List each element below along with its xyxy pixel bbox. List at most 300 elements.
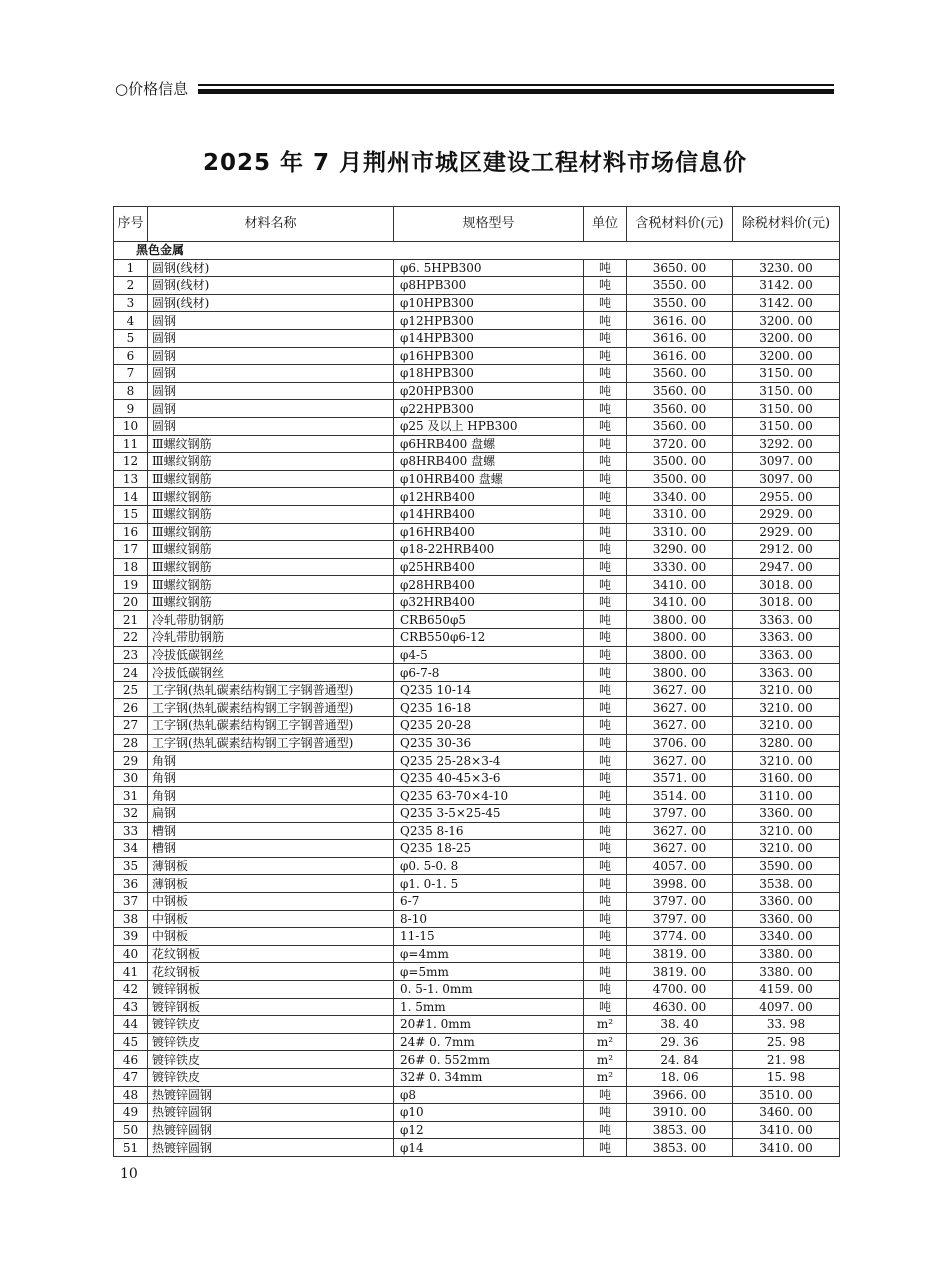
price-tax-included: 3650. 00	[627, 259, 733, 277]
price-tax-excluded: 3018. 00	[733, 593, 840, 611]
row-number: 29	[114, 752, 148, 770]
unit: m²	[584, 1016, 627, 1034]
table-row	[114, 681, 840, 699]
material-name: 花纹钢板	[148, 945, 394, 963]
table-row	[114, 787, 840, 805]
table-row	[114, 699, 840, 717]
unit: 吨	[584, 646, 627, 664]
unit: 吨	[584, 365, 627, 383]
material-name: Ⅲ螺纹钢筋	[148, 488, 394, 506]
price-tax-included: 4630. 00	[627, 998, 733, 1016]
price-tax-included: 3616. 00	[627, 312, 733, 330]
price-tax-included: 3627. 00	[627, 717, 733, 735]
price-tax-excluded: 3097. 00	[733, 453, 840, 471]
unit: 吨	[584, 541, 627, 559]
price-tax-excluded: 4097. 00	[733, 998, 840, 1016]
table-row	[114, 470, 840, 488]
unit: 吨	[584, 294, 627, 312]
spec-model: 32# 0. 34mm	[394, 1068, 584, 1086]
material-name: 圆钢(线材)	[148, 259, 394, 277]
spec-model: CRB650φ5	[394, 611, 584, 629]
table-row	[114, 435, 840, 453]
table-row	[114, 928, 840, 946]
unit: 吨	[584, 347, 627, 365]
spec-model: Q235 16-18	[394, 699, 584, 717]
table-row	[114, 1033, 840, 1051]
unit: 吨	[584, 611, 627, 629]
spec-model: Q235 25-28×3-4	[394, 752, 584, 770]
price-tax-excluded: 3363. 00	[733, 629, 840, 647]
table-row	[114, 875, 840, 893]
unit: 吨	[584, 787, 627, 805]
column-header-spec: 规格型号	[394, 207, 584, 242]
price-tax-included: 3800. 00	[627, 664, 733, 682]
row-number: 50	[114, 1121, 148, 1139]
spec-model: φ10HRB400 盘螺	[394, 470, 584, 488]
price-tax-included: 3560. 00	[627, 382, 733, 400]
price-tax-excluded: 3150. 00	[733, 382, 840, 400]
price-tax-excluded: 3097. 00	[733, 470, 840, 488]
spec-model: 24# 0. 7mm	[394, 1033, 584, 1051]
row-number: 36	[114, 875, 148, 893]
spec-model: 26# 0. 552mm	[394, 1051, 584, 1069]
spec-model: φ12HPB300	[394, 312, 584, 330]
price-tax-excluded: 3380. 00	[733, 945, 840, 963]
price-tax-excluded: 3363. 00	[733, 646, 840, 664]
price-tax-included: 4700. 00	[627, 980, 733, 998]
material-name: Ⅲ螺纹钢筋	[148, 505, 394, 523]
table-row	[114, 453, 840, 471]
unit: 吨	[584, 417, 627, 435]
unit: 吨	[584, 752, 627, 770]
unit: 吨	[584, 629, 627, 647]
material-name: 镀锌铁皮	[148, 1016, 394, 1034]
row-number: 19	[114, 576, 148, 594]
spec-model: 11-15	[394, 928, 584, 946]
table-row	[114, 417, 840, 435]
row-number: 35	[114, 857, 148, 875]
material-name: 中钢板	[148, 910, 394, 928]
price-tax-excluded: 21. 98	[733, 1051, 840, 1069]
table-row	[114, 541, 840, 559]
price-tax-included: 3514. 00	[627, 787, 733, 805]
price-tax-included: 3410. 00	[627, 593, 733, 611]
spec-model: φ12HRB400	[394, 488, 584, 506]
spec-model: φ8HPB300	[394, 277, 584, 295]
row-number: 8	[114, 382, 148, 400]
price-tax-included: 3627. 00	[627, 822, 733, 840]
material-name: Ⅲ螺纹钢筋	[148, 593, 394, 611]
price-tax-excluded: 3200. 00	[733, 329, 840, 347]
price-tax-excluded: 3280. 00	[733, 734, 840, 752]
unit: 吨	[584, 488, 627, 506]
price-tax-included: 3627. 00	[627, 840, 733, 858]
table-row	[114, 805, 840, 823]
price-tax-included: 3706. 00	[627, 734, 733, 752]
price-tax-excluded: 3210. 00	[733, 840, 840, 858]
price-tax-excluded: 3360. 00	[733, 805, 840, 823]
unit: 吨	[584, 1139, 627, 1157]
price-tax-included: 3853. 00	[627, 1139, 733, 1157]
material-name: Ⅲ螺纹钢筋	[148, 558, 394, 576]
column-header-tax-excl: 除税材料价(元)	[733, 207, 840, 242]
price-tax-included: 18. 06	[627, 1068, 733, 1086]
row-number: 30	[114, 769, 148, 787]
price-tax-included: 3560. 00	[627, 365, 733, 383]
material-name: 角钢	[148, 769, 394, 787]
table-row	[114, 576, 840, 594]
row-number: 4	[114, 312, 148, 330]
price-tax-included: 3797. 00	[627, 892, 733, 910]
price-table	[113, 206, 840, 1157]
unit: 吨	[584, 910, 627, 928]
spec-model: φ14HPB300	[394, 329, 584, 347]
row-number: 32	[114, 805, 148, 823]
row-number: 34	[114, 840, 148, 858]
price-tax-included: 3797. 00	[627, 805, 733, 823]
table-row	[114, 646, 840, 664]
unit: m²	[584, 1033, 627, 1051]
price-tax-included: 3627. 00	[627, 752, 733, 770]
spec-model: φ18HPB300	[394, 365, 584, 383]
material-name: 热镀锌圆钢	[148, 1086, 394, 1104]
spec-model: φ16HPB300	[394, 347, 584, 365]
row-number: 10	[114, 417, 148, 435]
price-tax-excluded: 3150. 00	[733, 365, 840, 383]
table-row	[114, 664, 840, 682]
price-tax-excluded: 3538. 00	[733, 875, 840, 893]
price-tax-included: 3966. 00	[627, 1086, 733, 1104]
price-tax-included: 4057. 00	[627, 857, 733, 875]
spec-model: Q235 8-16	[394, 822, 584, 840]
category-row	[114, 242, 840, 260]
price-tax-excluded: 3110. 00	[733, 787, 840, 805]
price-tax-excluded: 3510. 00	[733, 1086, 840, 1104]
material-name: 角钢	[148, 752, 394, 770]
material-name: 圆钢	[148, 329, 394, 347]
material-name: Ⅲ螺纹钢筋	[148, 576, 394, 594]
table-row	[114, 980, 840, 998]
material-name: 圆钢	[148, 417, 394, 435]
material-name: 扁钢	[148, 805, 394, 823]
row-number: 21	[114, 611, 148, 629]
spec-model: φ4-5	[394, 646, 584, 664]
price-tax-excluded: 3380. 00	[733, 963, 840, 981]
table-row	[114, 717, 840, 735]
table-row	[114, 382, 840, 400]
price-tax-excluded: 15. 98	[733, 1068, 840, 1086]
row-number: 13	[114, 470, 148, 488]
price-tax-excluded: 3210. 00	[733, 699, 840, 717]
spec-model: Q235 18-25	[394, 840, 584, 858]
row-number: 18	[114, 558, 148, 576]
row-number: 12	[114, 453, 148, 471]
spec-model: Q235 3-5×25-45	[394, 805, 584, 823]
row-number: 25	[114, 681, 148, 699]
price-tax-excluded: 2929. 00	[733, 523, 840, 541]
table-row	[114, 857, 840, 875]
table-row	[114, 910, 840, 928]
price-tax-excluded: 3210. 00	[733, 681, 840, 699]
spec-model: φ8HRB400 盘螺	[394, 453, 584, 471]
price-tax-included: 3330. 00	[627, 558, 733, 576]
row-number: 24	[114, 664, 148, 682]
row-number: 48	[114, 1086, 148, 1104]
price-tax-included: 3550. 00	[627, 277, 733, 295]
material-name: 镀锌钢板	[148, 998, 394, 1016]
column-header-tax-incl: 含税材料价(元)	[627, 207, 733, 242]
price-tax-excluded: 3160. 00	[733, 769, 840, 787]
price-tax-included: 3310. 00	[627, 523, 733, 541]
material-name: 镀锌铁皮	[148, 1068, 394, 1086]
table-row	[114, 1068, 840, 1086]
row-number: 27	[114, 717, 148, 735]
price-tax-included: 3500. 00	[627, 453, 733, 471]
row-number: 16	[114, 523, 148, 541]
unit: 吨	[584, 1086, 627, 1104]
row-number: 5	[114, 329, 148, 347]
row-number: 26	[114, 699, 148, 717]
price-tax-included: 3340. 00	[627, 488, 733, 506]
table-row	[114, 294, 840, 312]
table-row	[114, 277, 840, 295]
unit: 吨	[584, 523, 627, 541]
price-tax-included: 3797. 00	[627, 910, 733, 928]
material-name: 角钢	[148, 787, 394, 805]
price-tax-excluded: 3410. 00	[733, 1121, 840, 1139]
price-tax-included: 3800. 00	[627, 629, 733, 647]
unit: 吨	[584, 769, 627, 787]
price-tax-excluded: 3200. 00	[733, 347, 840, 365]
material-name: 圆钢	[148, 347, 394, 365]
price-tax-included: 3819. 00	[627, 963, 733, 981]
table-row	[114, 892, 840, 910]
unit: 吨	[584, 928, 627, 946]
table-row	[114, 1086, 840, 1104]
unit: 吨	[584, 822, 627, 840]
price-tax-included: 3774. 00	[627, 928, 733, 946]
material-name: 中钢板	[148, 892, 394, 910]
price-tax-included: 3720. 00	[627, 435, 733, 453]
row-number: 41	[114, 963, 148, 981]
material-name: 圆钢	[148, 400, 394, 418]
table-row	[114, 998, 840, 1016]
price-tax-excluded: 3210. 00	[733, 752, 840, 770]
price-tax-excluded: 33. 98	[733, 1016, 840, 1034]
price-tax-included: 3800. 00	[627, 646, 733, 664]
row-number: 31	[114, 787, 148, 805]
spec-model: φ28HRB400	[394, 576, 584, 594]
row-number: 46	[114, 1051, 148, 1069]
material-name: 槽钢	[148, 840, 394, 858]
material-name: 冷轧带肋钢筋	[148, 629, 394, 647]
price-tax-included: 38. 40	[627, 1016, 733, 1034]
spec-model: Q235 40-45×3-6	[394, 769, 584, 787]
row-number: 39	[114, 928, 148, 946]
price-tax-excluded: 3460. 00	[733, 1104, 840, 1122]
material-name: 冷轧带肋钢筋	[148, 611, 394, 629]
price-tax-excluded: 3142. 00	[733, 294, 840, 312]
row-number: 22	[114, 629, 148, 647]
unit: 吨	[584, 277, 627, 295]
spec-model: 1. 5mm	[394, 998, 584, 1016]
material-name: 热镀锌圆钢	[148, 1139, 394, 1157]
spec-model: φ0. 5-0. 8	[394, 857, 584, 875]
unit: 吨	[584, 558, 627, 576]
material-name: 热镀锌圆钢	[148, 1121, 394, 1139]
unit: 吨	[584, 1121, 627, 1139]
material-name: 圆钢	[148, 312, 394, 330]
row-number: 37	[114, 892, 148, 910]
row-number: 45	[114, 1033, 148, 1051]
table-row	[114, 488, 840, 506]
spec-model: Q235 10-14	[394, 681, 584, 699]
spec-model: φ32HRB400	[394, 593, 584, 611]
column-header-name: 材料名称	[148, 207, 394, 242]
table-row	[114, 1104, 840, 1122]
column-header-unit: 单位	[584, 207, 627, 242]
price-tax-excluded: 3590. 00	[733, 857, 840, 875]
table-row	[114, 400, 840, 418]
unit: 吨	[584, 435, 627, 453]
table-body	[114, 242, 840, 1157]
price-tax-included: 3410. 00	[627, 576, 733, 594]
unit: 吨	[584, 980, 627, 998]
table-row	[114, 329, 840, 347]
unit: 吨	[584, 259, 627, 277]
row-number: 47	[114, 1068, 148, 1086]
material-name: 热镀锌圆钢	[148, 1104, 394, 1122]
unit: 吨	[584, 840, 627, 858]
price-tax-included: 3550. 00	[627, 294, 733, 312]
unit: 吨	[584, 312, 627, 330]
spec-model: φ18-22HRB400	[394, 541, 584, 559]
unit: 吨	[584, 857, 627, 875]
header-rule-thin	[198, 84, 834, 86]
unit: 吨	[584, 717, 627, 735]
price-tax-excluded: 3360. 00	[733, 892, 840, 910]
material-name: Ⅲ螺纹钢筋	[148, 523, 394, 541]
unit: 吨	[584, 998, 627, 1016]
price-tax-included: 3500. 00	[627, 470, 733, 488]
spec-model: φ6-7-8	[394, 664, 584, 682]
unit: 吨	[584, 892, 627, 910]
unit: 吨	[584, 875, 627, 893]
spec-model: Q235 30-36	[394, 734, 584, 752]
table-row	[114, 840, 840, 858]
price-tax-excluded: 2912. 00	[733, 541, 840, 559]
price-tax-included: 24. 84	[627, 1051, 733, 1069]
spec-model: φ16HRB400	[394, 523, 584, 541]
price-tax-included: 3616. 00	[627, 329, 733, 347]
row-number: 14	[114, 488, 148, 506]
price-tax-excluded: 3360. 00	[733, 910, 840, 928]
row-number: 17	[114, 541, 148, 559]
spec-model: φ25HRB400	[394, 558, 584, 576]
price-tax-excluded: 3230. 00	[733, 259, 840, 277]
row-number: 51	[114, 1139, 148, 1157]
material-name: Ⅲ螺纹钢筋	[148, 470, 394, 488]
price-tax-included: 3627. 00	[627, 681, 733, 699]
spec-model: φ=5mm	[394, 963, 584, 981]
table-row	[114, 593, 840, 611]
unit: 吨	[584, 945, 627, 963]
page-number: 10	[120, 1166, 138, 1182]
material-name: 圆钢	[148, 382, 394, 400]
table-row	[114, 629, 840, 647]
spec-model: 0. 5-1. 0mm	[394, 980, 584, 998]
price-tax-excluded: 3142. 00	[733, 277, 840, 295]
price-tax-included: 3571. 00	[627, 769, 733, 787]
material-name: 镀锌钢板	[148, 980, 394, 998]
table-row	[114, 963, 840, 981]
table-row	[114, 312, 840, 330]
spec-model: φ14	[394, 1139, 584, 1157]
material-name: 镀锌铁皮	[148, 1033, 394, 1051]
row-number: 9	[114, 400, 148, 418]
price-tax-excluded: 2947. 00	[733, 558, 840, 576]
material-name: 中钢板	[148, 928, 394, 946]
price-tax-excluded: 3018. 00	[733, 576, 840, 594]
material-name: 工字钢(热轧碳素结构钢工字钢普通型)	[148, 717, 394, 735]
price-tax-excluded: 3363. 00	[733, 664, 840, 682]
row-number: 15	[114, 505, 148, 523]
material-name: 冷拔低碳钢丝	[148, 664, 394, 682]
row-number: 49	[114, 1104, 148, 1122]
row-number: 38	[114, 910, 148, 928]
price-tax-excluded: 3363. 00	[733, 611, 840, 629]
row-number: 28	[114, 734, 148, 752]
price-tax-included: 3290. 00	[627, 541, 733, 559]
table-row	[114, 259, 840, 277]
spec-model: φ1. 0-1. 5	[394, 875, 584, 893]
price-tax-included: 29. 36	[627, 1033, 733, 1051]
price-tax-included: 3998. 00	[627, 875, 733, 893]
spec-model: Q235 20-28	[394, 717, 584, 735]
price-tax-included: 3310. 00	[627, 505, 733, 523]
price-tax-included: 3800. 00	[627, 611, 733, 629]
row-number: 20	[114, 593, 148, 611]
unit: 吨	[584, 805, 627, 823]
price-tax-excluded: 3292. 00	[733, 435, 840, 453]
unit: 吨	[584, 329, 627, 347]
table-row	[114, 1139, 840, 1157]
spec-model: φ6. 5HPB300	[394, 259, 584, 277]
material-name: 圆钢(线材)	[148, 277, 394, 295]
unit: 吨	[584, 453, 627, 471]
section-label: ○价格信息	[115, 80, 189, 98]
price-tax-excluded: 3150. 00	[733, 417, 840, 435]
material-name: Ⅲ螺纹钢筋	[148, 453, 394, 471]
row-number: 2	[114, 277, 148, 295]
price-tax-excluded: 2929. 00	[733, 505, 840, 523]
unit: 吨	[584, 1104, 627, 1122]
table-row	[114, 505, 840, 523]
spec-model: φ14HRB400	[394, 505, 584, 523]
price-tax-included: 3819. 00	[627, 945, 733, 963]
price-tax-excluded: 25. 98	[733, 1033, 840, 1051]
material-name: 冷拔低碳钢丝	[148, 646, 394, 664]
material-name: 工字钢(热轧碳素结构钢工字钢普通型)	[148, 699, 394, 717]
material-name: 工字钢(热轧碳素结构钢工字钢普通型)	[148, 681, 394, 699]
material-name: 薄钢板	[148, 875, 394, 893]
spec-model: φ25 及以上 HPB300	[394, 417, 584, 435]
row-number: 44	[114, 1016, 148, 1034]
page-title: 2025 年 7 月荆州市城区建设工程材料市场信息价	[202, 150, 748, 176]
price-tax-excluded: 3410. 00	[733, 1139, 840, 1157]
row-number: 43	[114, 998, 148, 1016]
unit: m²	[584, 1051, 627, 1069]
